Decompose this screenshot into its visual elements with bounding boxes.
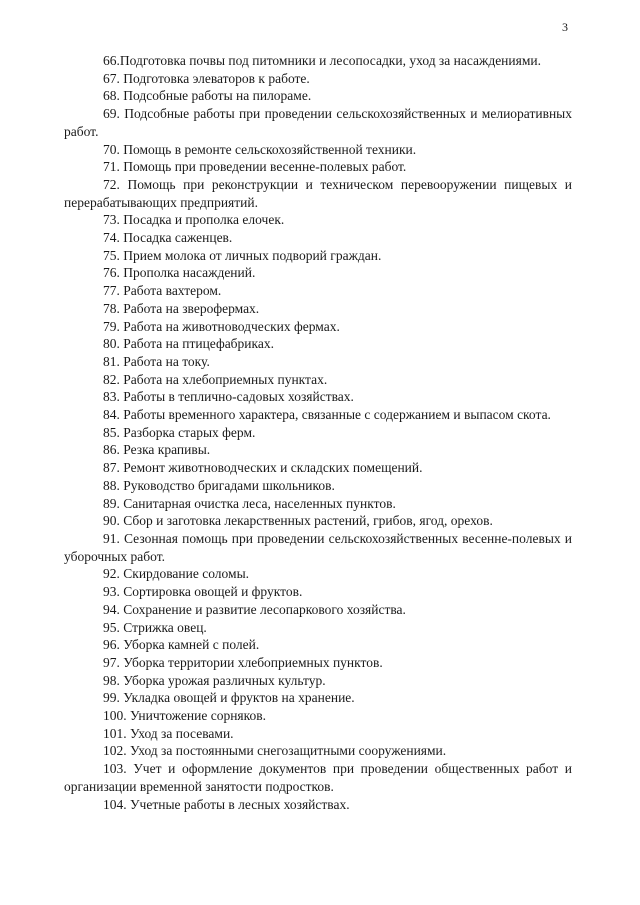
list-item: 103. Учет и оформление документов при проведении общественных работ и организации временной занятости подростков. <box>64 761 572 794</box>
list-item: 78. Работа на зверофермах. <box>103 300 260 316</box>
list-item: 84. Работы временного характера, связанные с содержанием и выпасом скота. <box>103 407 551 423</box>
list-item: 75. Прием молока от личных подворий граждан. <box>103 247 382 263</box>
list-item: 97. Уборка территории хлебоприемных пунктов. <box>103 654 383 670</box>
page-number: 3 <box>562 20 568 34</box>
list-item: 80. Работа на птицефабриках. <box>103 336 274 352</box>
list-item: 77. Работа вахтером. <box>103 283 222 299</box>
list-item: 83. Работы в теплично-садовых хозяйствах. <box>103 389 354 405</box>
list-item: 71. Помощь при проведении весенне-полевых работ. <box>103 159 407 175</box>
list-item: 76. Прополка насаждений. <box>103 265 256 281</box>
list-item: 100. Уничтожение сорняков. <box>103 708 267 724</box>
list-item: 89. Санитарная очистка леса, населенных пунктов. <box>103 495 396 511</box>
list-item: 69. Подсобные работы при проведении сельскохозяйственных и мелиоративных работ. <box>64 106 572 139</box>
list-item: 67. Подготовка элеваторов к работе. <box>103 70 310 86</box>
list-item: 94. Сохранение и развитие лесопаркового хозяйства. <box>103 601 406 617</box>
list-item: 91. Сезонная помощь при проведении сельскохозяйственных весенне-полевых и уборочных работ. <box>64 530 572 564</box>
list-item: 73. Посадка и прополка елочек. <box>103 212 285 228</box>
list-item: 79. Работа на животноводческих фермах. <box>103 318 340 334</box>
list-item: 85. Разборка старых ферм. <box>103 424 256 440</box>
list-item: 90. Сбор и заготовка лекарственных растений, грибов, ягод, орехов. <box>103 513 493 529</box>
list-item: 93. Сортировка овощей и фруктов. <box>103 584 303 600</box>
list-item: 86. Резка крапивы. <box>103 442 211 458</box>
list-item: 102. Уход за постоянными снегозащитными сооружениями. <box>103 743 447 759</box>
list-item: 99. Укладка овощей и фруктов на хранение. <box>103 690 355 706</box>
list-item: 92. Скирдование соломы. <box>103 566 250 582</box>
list-item: 96. Уборка камней с полей. <box>103 637 260 653</box>
list-item: 82. Работа на хлебоприемных пунктах. <box>103 371 328 387</box>
list-item: 72. Помощь при реконструкции и техническом перевооружении пищевых и перерабатывающих предприятий. <box>64 176 572 210</box>
list-item: 66.Подготовка почвы под питомники и лесопосадки, уход за насаждениями. <box>103 53 541 68</box>
list-item: 68. Подсобные работы на пилораме. <box>103 88 312 104</box>
list-item: 98. Уборка урожая различных культур. <box>103 672 326 688</box>
list-item: 88. Руководство бригадами школьников. <box>103 477 335 493</box>
list-item: 95. Стрижка овец. <box>103 619 207 635</box>
list-item: 104. Учетные работы в лесных хозяйствах. <box>103 796 350 812</box>
list-item: 87. Ремонт животноводческих и складских помещений. <box>103 460 423 476</box>
list-item: 81. Работа на току. <box>103 353 210 369</box>
work-list <box>64 52 572 813</box>
list-item: 101. Уход за посевами. <box>103 725 234 741</box>
list-item: 70. Помощь в ремонте сельскохозяйственной техники. <box>103 141 417 157</box>
list-item: 74. Посадка саженцев. <box>103 230 233 246</box>
